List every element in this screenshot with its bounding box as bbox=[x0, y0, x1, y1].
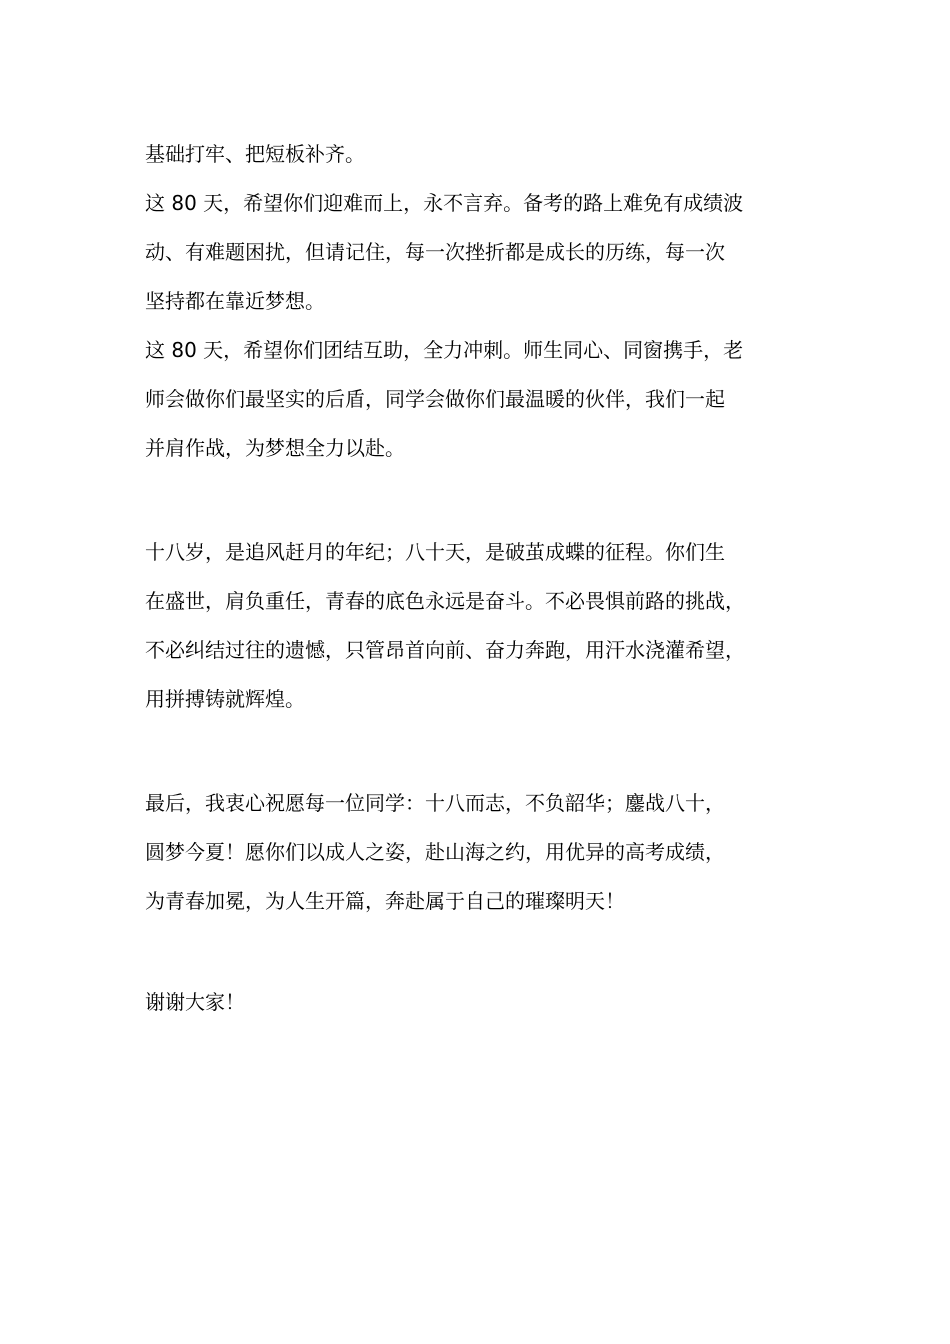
text-line: 在盛世，肩负重任，青春的底色永远是奋斗。不必畏惧前路的挑战， bbox=[145, 589, 745, 613]
paragraph-perseverance bbox=[145, 179, 845, 326]
text-line: 最后，我衷心祝愿每一位同学：十八而志，不负韶华；鏖战八十， bbox=[145, 791, 725, 815]
paragraph-spacer bbox=[145, 926, 845, 978]
text-line: 坚持都在靠近梦想。 bbox=[145, 289, 325, 313]
paragraph-spacer bbox=[145, 473, 845, 528]
text-line: 用拼搏铸就辉煌。 bbox=[145, 687, 305, 711]
paragraph-teamwork bbox=[145, 326, 845, 473]
text-line: 师会做你们最坚实的后盾，同学会做你们最温暖的伙伴，我们一起 bbox=[145, 387, 725, 411]
text-line: 为青春加冕，为人生开篇，奔赴属于自己的璀璨明天！ bbox=[145, 889, 625, 913]
text-line: 圆梦今夏！愿你们以成人之姿，赴山海之约，用优异的高考成绩， bbox=[145, 840, 725, 864]
paragraph-foundation bbox=[145, 130, 845, 179]
text-line: 这 80 天，希望你们迎难而上，永不言弃。备考的路上难免有成绩波 bbox=[145, 191, 744, 215]
document-body bbox=[145, 130, 845, 1027]
paragraph-thanks bbox=[145, 978, 845, 1027]
text-line: 并肩作战，为梦想全力以赴。 bbox=[145, 436, 405, 460]
text-line: 不必纠结过往的遗憾，只管昂首向前、奋力奔跑，用汗水浇灌希望， bbox=[145, 638, 745, 662]
paragraph-wishes bbox=[145, 779, 845, 926]
paragraph-spacer bbox=[145, 724, 845, 779]
text-line: 动、有难题困扰，但请记住，每一次挫折都是成长的历练，每一次 bbox=[145, 240, 725, 264]
text-line: 基础打牢、把短板补齐。 bbox=[145, 142, 365, 166]
paragraph-eighteen bbox=[145, 528, 845, 724]
text-line: 十八岁，是追风赶月的年纪；八十天，是破茧成蝶的征程。你们生 bbox=[145, 540, 725, 564]
closing-line: 谢谢大家！ bbox=[145, 990, 245, 1014]
text-line: 这 80 天，希望你们团结互助，全力冲刺。师生同心、同窗携手，老 bbox=[145, 338, 744, 362]
